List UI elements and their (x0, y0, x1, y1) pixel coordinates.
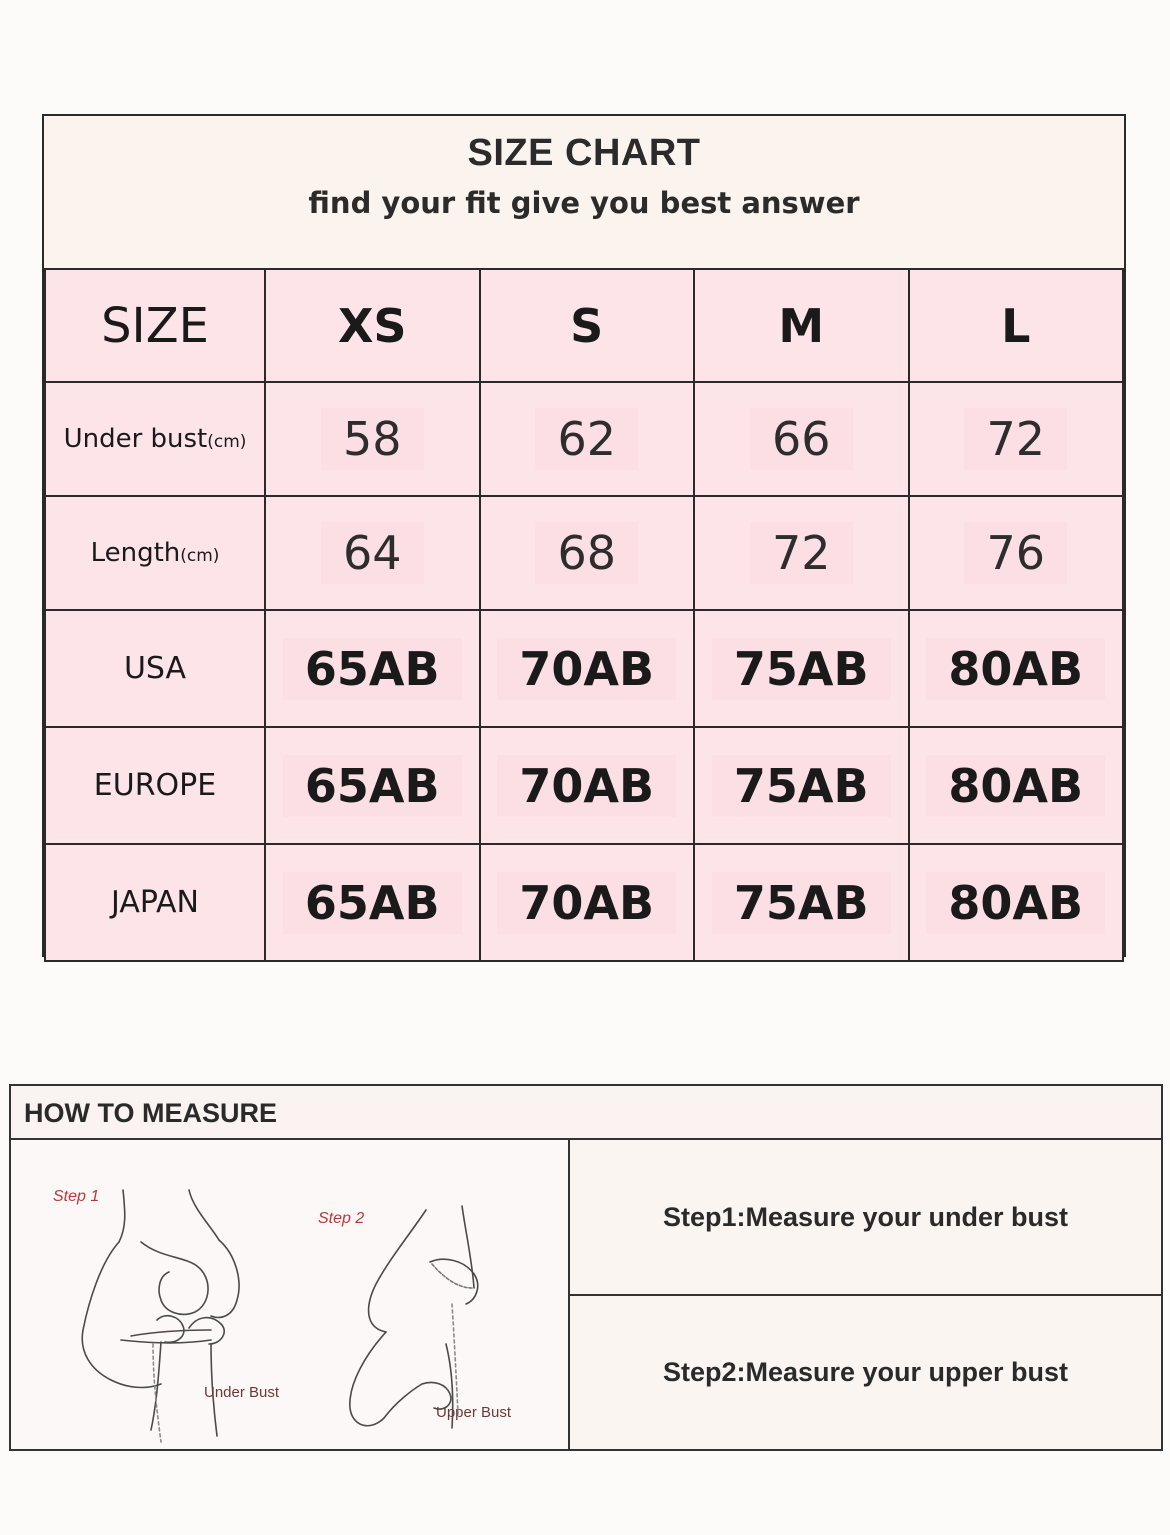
cell-value: 62 (535, 408, 638, 470)
cell-value: 75AB (712, 872, 891, 934)
table-cell (694, 727, 909, 844)
step1-text: Step1:Measure your under bust (662, 1201, 1069, 1232)
how-to-measure-panel (9, 1084, 1163, 1451)
table-cell (480, 610, 695, 727)
table-cell (480, 727, 695, 844)
table-cell (694, 496, 909, 610)
table-cell (480, 382, 695, 496)
table-cell (265, 727, 480, 844)
cell-value: 70AB (497, 638, 676, 700)
row-label-length (45, 496, 265, 610)
figure1-label: Step 1 (53, 1188, 100, 1205)
row-label-text: Under bust (63, 424, 208, 454)
row-label-japan: JAPAN (45, 844, 265, 961)
cell-value: 76 (964, 522, 1067, 584)
cell-value: 66 (750, 408, 853, 470)
table-row-europe (45, 727, 1123, 844)
cell-value: 68 (535, 522, 638, 584)
table-cell (480, 496, 695, 610)
figure2-caption: Upper Bust (436, 1404, 512, 1421)
size-chart-subtitle: find your fit give you best answer (308, 186, 860, 220)
measure-illustrations (11, 1140, 570, 1449)
cell-value: 65AB (283, 872, 462, 934)
row-label-text: Length (90, 538, 181, 568)
step1-row (570, 1140, 1161, 1296)
size-l: L (909, 269, 1124, 382)
cell-value: 70AB (497, 755, 676, 817)
size-table (44, 268, 1124, 962)
table-cell (909, 382, 1124, 496)
under-bust-illustration (61, 1180, 291, 1450)
cell-value: 72 (750, 522, 853, 584)
cell-value: 64 (321, 522, 424, 584)
row-label-under-bust (45, 382, 265, 496)
table-cell (265, 610, 480, 727)
row-label-usa: USA (45, 610, 265, 727)
table-row-under-bust (45, 382, 1123, 496)
table-cell (265, 382, 480, 496)
cell-value: 75AB (712, 755, 891, 817)
step2-row (570, 1296, 1161, 1449)
table-cell (694, 382, 909, 496)
figure1-caption: Under Bust (204, 1384, 280, 1401)
how-to-measure-title: HOW TO MEASURE (24, 1098, 278, 1128)
cell-value: 65AB (283, 755, 462, 817)
table-cell (909, 610, 1124, 727)
table-cell (480, 844, 695, 961)
cell-value: 72 (964, 408, 1067, 470)
size-header-label: SIZE (45, 269, 265, 382)
cell-value: 80AB (926, 872, 1105, 934)
size-chart-title: SIZE CHART (467, 132, 701, 174)
row-label-europe: EUROPE (45, 727, 265, 844)
figure2-label: Step 2 (318, 1210, 365, 1227)
table-row-length (45, 496, 1123, 610)
size-chart-header (44, 116, 1124, 270)
table-cell (694, 844, 909, 961)
cell-value: 65AB (283, 638, 462, 700)
table-cell (909, 496, 1124, 610)
table-cell (909, 727, 1124, 844)
size-s: S (480, 269, 695, 382)
step2-text: Step2:Measure your upper bust (662, 1357, 1069, 1387)
how-to-measure-header (11, 1086, 1161, 1140)
cell-value: 80AB (926, 755, 1105, 817)
size-m: M (694, 269, 909, 382)
size-xs: XS (265, 269, 480, 382)
table-cell (694, 610, 909, 727)
cell-value: 70AB (497, 872, 676, 934)
table-row-usa (45, 610, 1123, 727)
row-unit: (cm) (207, 432, 247, 452)
table-row-japan (45, 844, 1123, 961)
table-cell (909, 844, 1124, 961)
table-cell (265, 496, 480, 610)
cell-value: 80AB (926, 638, 1105, 700)
row-unit: (cm) (180, 546, 220, 566)
cell-value: 58 (321, 408, 424, 470)
size-header-row (45, 269, 1123, 382)
cell-value: 75AB (712, 638, 891, 700)
size-chart (42, 114, 1126, 957)
table-cell (265, 844, 480, 961)
